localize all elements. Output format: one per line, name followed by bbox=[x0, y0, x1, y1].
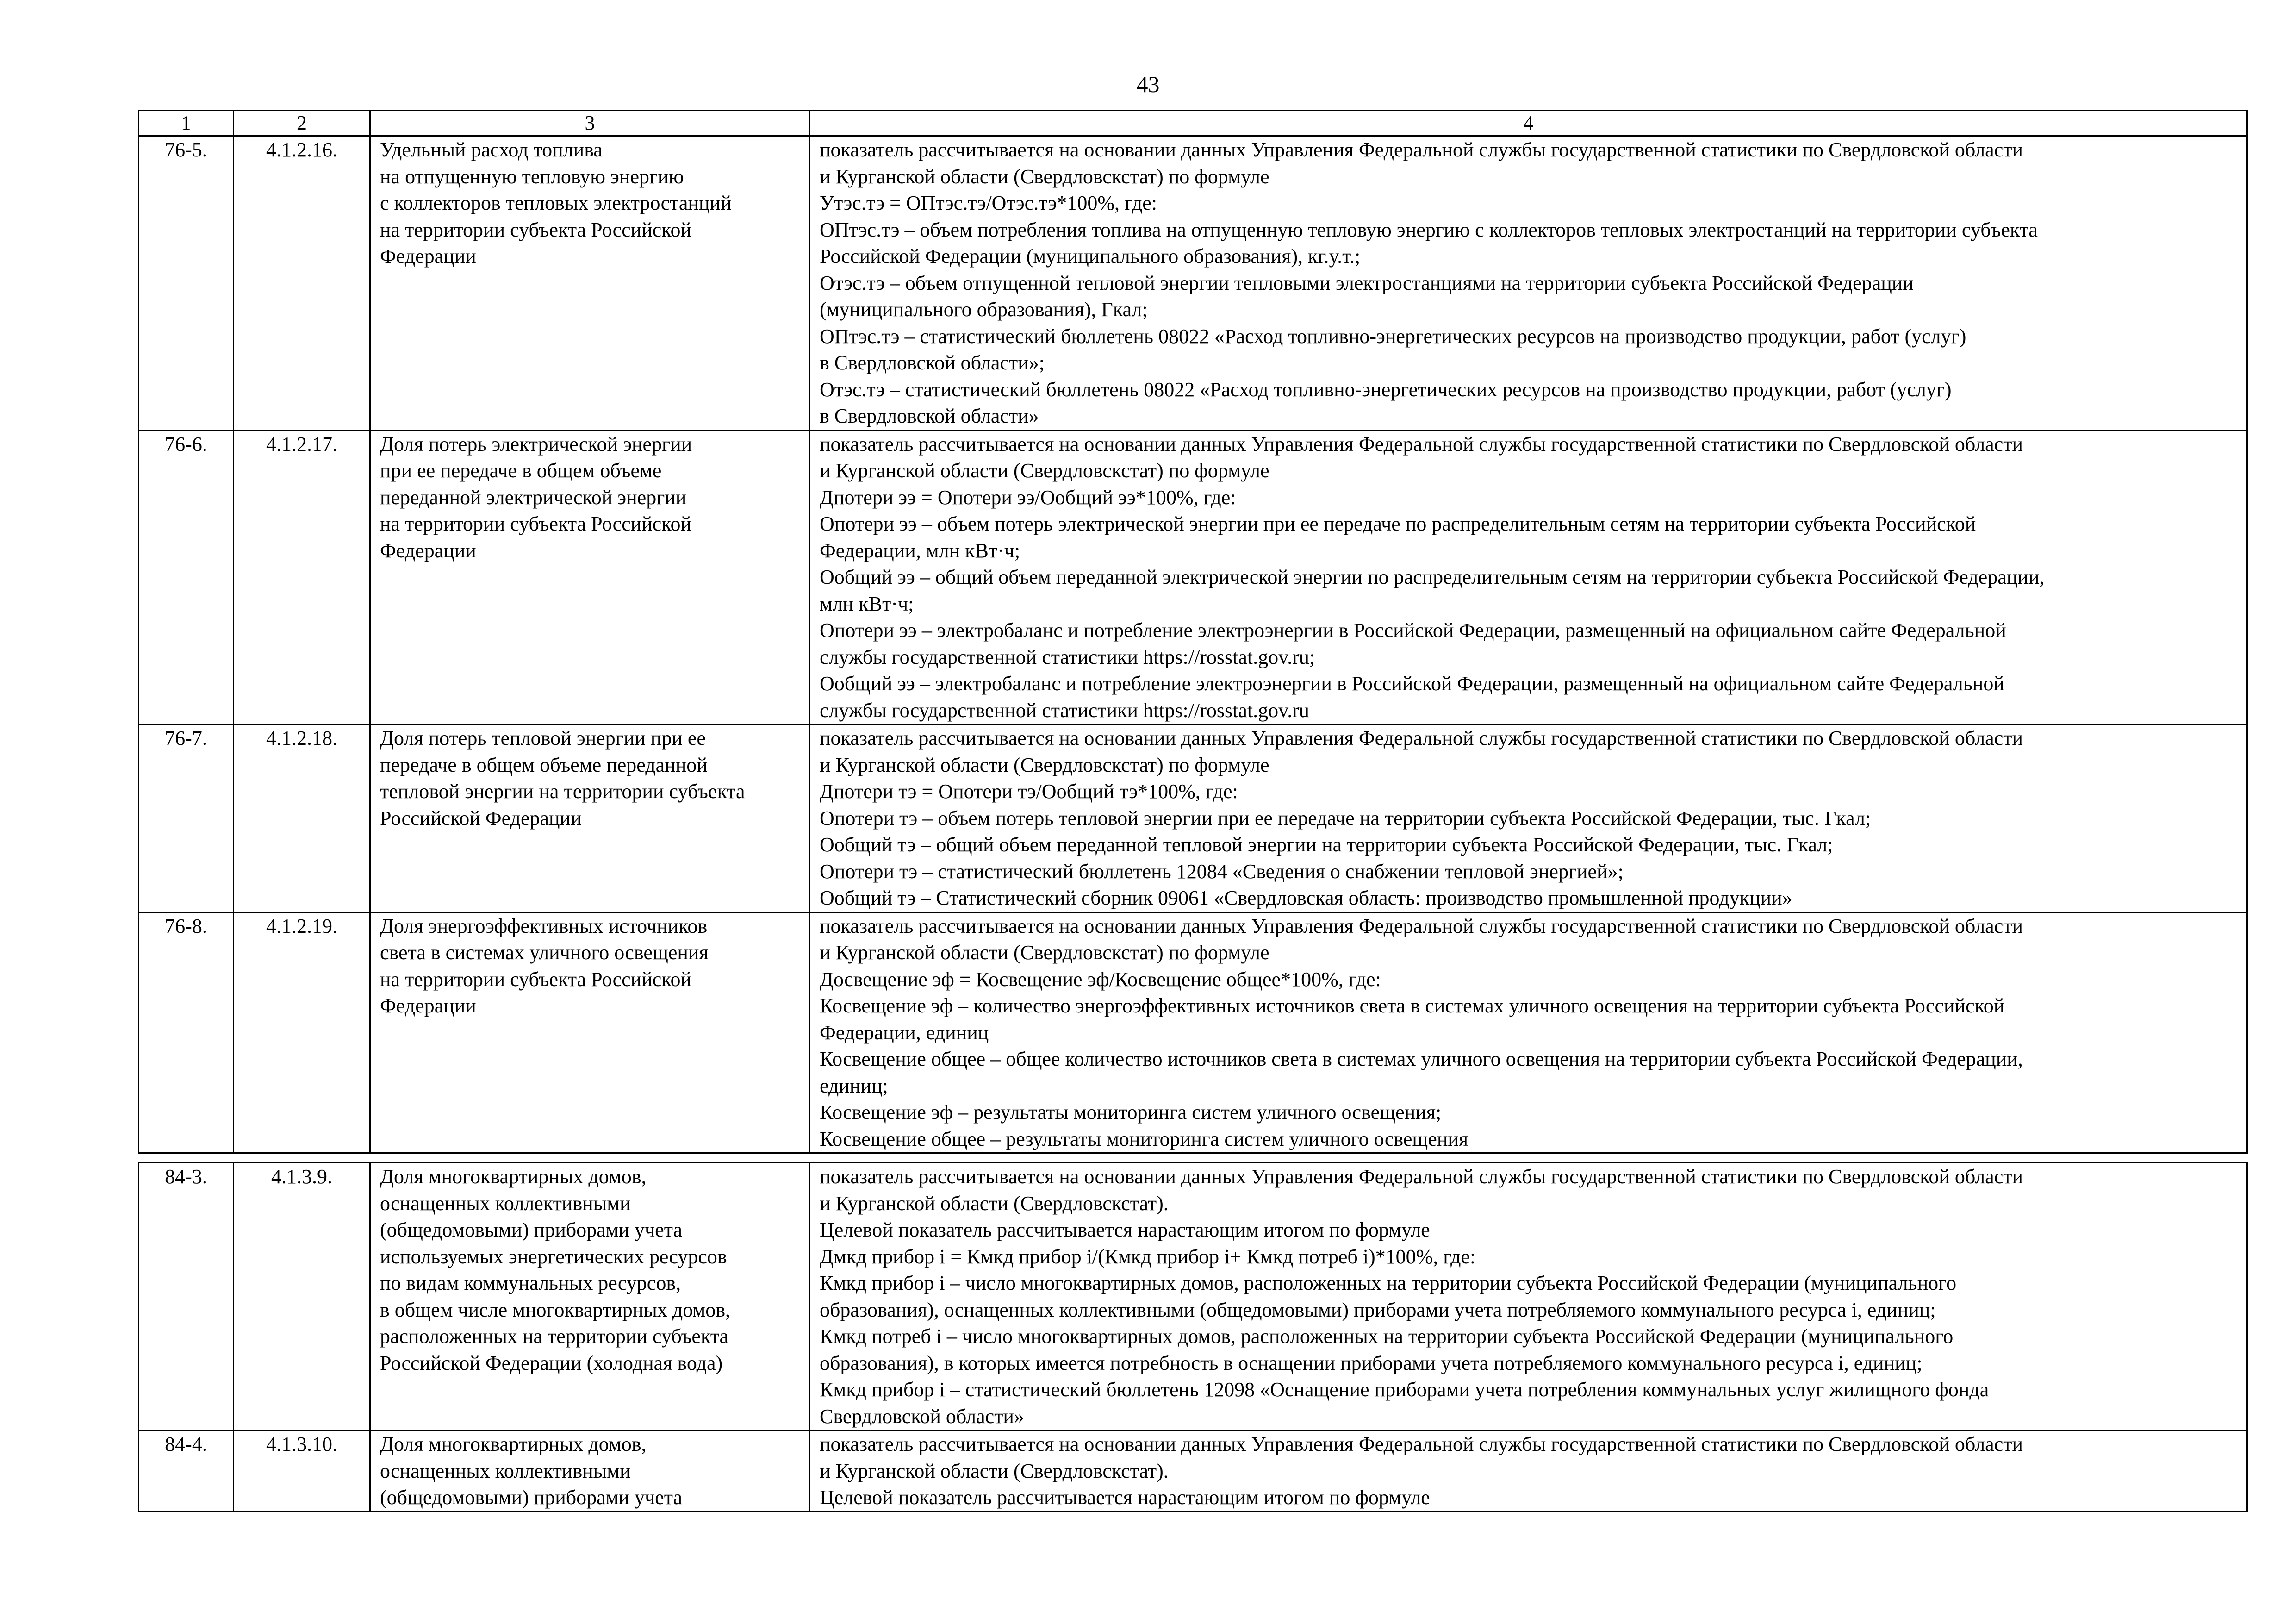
column-number-3: 3 bbox=[370, 111, 810, 136]
indicator-code-cell: 4.1.3.10. bbox=[234, 1430, 370, 1512]
calculation-method-cell bbox=[810, 430, 2247, 725]
indicator-name-line: Федерации bbox=[380, 245, 476, 268]
indicator-name-line: Удельный расход топлива bbox=[380, 138, 603, 161]
calculation-method-line: ОПтэс.тэ – объем потребления топлива на отпущенную тепловую энергию с коллекторов тепловых электростанций на территории субъекта bbox=[820, 218, 2038, 241]
calculation-method-line: Отэс.тэ – статистический бюллетень 08022 «Расход топливно-энергетических ресурсов на производство продукции, работ (услуг) bbox=[820, 378, 1952, 401]
calculation-method-line: млн кВт·ч; bbox=[820, 592, 914, 615]
calculation-method-line: Кмкд потреб i – число многоквартирных домов, расположенных на территории субъекта Российской Федерации (муниципального bbox=[820, 1325, 1954, 1348]
calculation-method-line: показатель рассчитывается на основании данных Управления Федеральной службы государственной статистики по Свердловской области bbox=[820, 138, 2023, 161]
calculation-method-line: показатель рассчитывается на основании данных Управления Федеральной службы государственной статистики по Свердловской области bbox=[820, 727, 2023, 750]
calculation-method-cell bbox=[810, 912, 2247, 1153]
indicator-name-line: при ее передаче в общем объеме bbox=[380, 459, 662, 482]
calculation-method-line: и Курганской области (Свердловскстат) по формуле bbox=[820, 459, 1269, 482]
indicator-name-line: Доля потерь электрической энергии bbox=[380, 432, 692, 456]
calculation-method-line: Косвещение общее – результаты мониторинга систем уличного освещения bbox=[820, 1127, 1468, 1150]
calculation-method-line: Ообщий ээ – общий объем переданной электрической энергии по распределительным сетям на территории субъекта Российской Федерации, bbox=[820, 566, 2045, 588]
calculation-method-line: Дпотери тэ = Опотери тэ/Ообщий тэ*100%, где: bbox=[820, 780, 1238, 803]
calculation-method-line: и Курганской области (Свердловскстат) по формуле bbox=[820, 941, 1269, 964]
calculation-method-cell bbox=[810, 725, 2247, 912]
calculation-method-cell bbox=[810, 136, 2247, 431]
calculation-method-line: Кмкд прибор i – число многоквартирных домов, расположенных на территории субъекта Российской Федерации (муниципального bbox=[820, 1272, 1957, 1294]
table-row bbox=[139, 430, 2247, 725]
row-number-cell: 84-3. bbox=[139, 1163, 234, 1430]
indicator-name-cell bbox=[370, 912, 810, 1153]
indicator-name-line: на отпущенную тепловую энергию bbox=[380, 165, 684, 188]
calculation-method-line: и Курганской области (Свердловскстат) по формуле bbox=[820, 165, 1269, 188]
indicator-table-upper bbox=[138, 110, 2248, 1154]
calculation-method-line: Федерации, единиц bbox=[820, 1021, 989, 1044]
indicator-name-cell bbox=[370, 136, 810, 431]
calculation-method-line: Косвещение эф – результаты мониторинга систем уличного освещения; bbox=[820, 1101, 1442, 1124]
calculation-method-cell bbox=[810, 1163, 2247, 1430]
indicator-name-line: в общем числе многоквартирных домов, bbox=[380, 1298, 731, 1321]
indicator-name-line: (общедомовыми) приборами учета bbox=[380, 1486, 682, 1509]
calculation-method-line: Ообщий тэ – Статистический сборник 09061 «Свердловская область: производство промышленной продукции» bbox=[820, 887, 1792, 909]
indicator-name-line: на территории субъекта Российской bbox=[380, 512, 691, 535]
calculation-method-line: службы государственной статистики https://rosstat.gov.ru; bbox=[820, 645, 1315, 668]
indicator-name-line: Российской Федерации bbox=[380, 806, 582, 830]
indicator-name-line: с коллекторов тепловых электростанций bbox=[380, 192, 732, 214]
calculation-method-line: Российской Федерации (муниципального образования), кг.у.т.; bbox=[820, 245, 1361, 268]
table-row bbox=[139, 136, 2247, 431]
indicator-name-cell bbox=[370, 1430, 810, 1512]
indicator-name-cell bbox=[370, 1163, 810, 1430]
indicator-name-line: Федерации bbox=[380, 539, 476, 562]
calculation-method-line: Целевой показатель рассчитывается нарастающим итогом по формуле bbox=[820, 1486, 1430, 1509]
row-number-cell: 76-7. bbox=[139, 725, 234, 912]
calculation-method-cell bbox=[810, 1430, 2247, 1512]
calculation-method-line: Утэс.тэ = ОПтэс.тэ/Отэс.тэ*100%, где: bbox=[820, 192, 1157, 214]
row-number-cell: 76-8. bbox=[139, 912, 234, 1153]
page-number: 43 bbox=[1136, 71, 1160, 97]
indicator-name-line: используемых энергетических ресурсов bbox=[380, 1245, 727, 1268]
calculation-method-line: Ообщий ээ – электробаланс и потребление электроэнергии в Российской Федерации, размещенный на официальном сайте Федеральной bbox=[820, 672, 2004, 695]
calculation-method-line: Опотери ээ – электробаланс и потребление электроэнергии в Российской Федерации, размещенный на официальном сайте Федеральной bbox=[820, 619, 2006, 642]
row-number-cell: 76-6. bbox=[139, 430, 234, 725]
indicator-name-line: оснащенных коллективными bbox=[380, 1459, 631, 1482]
calculation-method-line: Дмкд прибор i = Кмкд прибор i/(Кмкд прибор i+ Кмкд потреб i)*100%, где: bbox=[820, 1245, 1476, 1268]
calculation-method-line: Досвещение эф = Косвещение эф/Косвещение общее*100%, где: bbox=[820, 968, 1381, 991]
calculation-method-line: показатель рассчитывается на основании данных Управления Федеральной службы государственной статистики по Свердловской области bbox=[820, 432, 2023, 456]
indicator-code-cell: 4.1.2.17. bbox=[234, 430, 370, 725]
calculation-method-line: показатель рассчитывается на основании данных Управления Федеральной службы государственной статистики по Свердловской области bbox=[820, 914, 2023, 937]
indicator-name-line: на территории субъекта Российской bbox=[380, 218, 691, 241]
indicator-table-lower bbox=[138, 1162, 2248, 1512]
table-row bbox=[139, 1430, 2247, 1512]
calculation-method-line: службы государственной статистики https://rosstat.gov.ru bbox=[820, 699, 1309, 722]
indicator-code-cell: 4.1.3.9. bbox=[234, 1163, 370, 1430]
indicator-name-line: Доля многоквартирных домов, bbox=[380, 1165, 647, 1188]
indicator-name-line: (общедомовыми) приборами учета bbox=[380, 1218, 682, 1241]
indicator-name-line: по видам коммунальных ресурсов, bbox=[380, 1272, 681, 1294]
row-number-cell: 76-5. bbox=[139, 136, 234, 431]
calculation-method-line: Опотери тэ – статистический бюллетень 12084 «Сведения о снабжении тепловой энергией»; bbox=[820, 860, 1624, 883]
calculation-method-line: Опотери ээ – объем потерь электрической энергии при ее передаче по распределительным сетям на территории субъекта Российской bbox=[820, 512, 1976, 535]
indicator-name-cell bbox=[370, 725, 810, 912]
column-number-1: 1 bbox=[139, 111, 234, 136]
calculation-method-line: единиц; bbox=[820, 1074, 888, 1097]
indicator-name-line: тепловой энергии на территории субъекта bbox=[380, 780, 745, 803]
column-number-header-row bbox=[139, 111, 2247, 136]
calculation-method-line: и Курганской области (Свердловскстат). bbox=[820, 1192, 1169, 1215]
calculation-method-line: Федерации, млн кВт·ч; bbox=[820, 539, 1020, 562]
calculation-method-line: Ообщий тэ – общий объем переданной тепловой энергии на территории субъекта Российской Федерации, тыс. Гкал; bbox=[820, 833, 1833, 856]
indicator-code-cell: 4.1.2.18. bbox=[234, 725, 370, 912]
indicator-name-line: переданной электрической энергии bbox=[380, 486, 687, 509]
calculation-method-line: Кмкд прибор i – статистический бюллетень 12098 «Оснащение приборами учета потребления коммунальных услуг жилищного фонда bbox=[820, 1378, 1989, 1401]
column-number-4: 4 bbox=[810, 111, 2247, 136]
indicator-name-line: Доля энергоэффективных источников bbox=[380, 914, 708, 937]
indicator-name-line: Российской Федерации (холодная вода) bbox=[380, 1351, 723, 1374]
calculation-method-line: Отэс.тэ – объем отпущенной тепловой энергии тепловыми электростанциями на территории субъекта Российской Федерации bbox=[820, 271, 1914, 294]
calculation-method-line: образования), в которых имеется потребность в оснащении приборами учета потребляемого коммунального ресурса i, единиц; bbox=[820, 1351, 1923, 1374]
indicator-name-line: Федерации bbox=[380, 994, 476, 1017]
calculation-method-line: Косвещение общее – общее количество источников света в системах уличного освещения на территории субъекта Российской Федерации, bbox=[820, 1048, 2023, 1070]
calculation-method-line: и Курганской области (Свердловскстат). bbox=[820, 1459, 1169, 1482]
indicator-name-cell bbox=[370, 430, 810, 725]
table-row bbox=[139, 725, 2247, 912]
indicator-name-line: оснащенных коллективными bbox=[380, 1192, 631, 1215]
calculation-method-line: Опотери тэ – объем потерь тепловой энергии при ее передаче на территории субъекта Российской Федерации, тыс. Гкал; bbox=[820, 806, 1871, 830]
calculation-method-line: в Свердловской области» bbox=[820, 405, 1039, 427]
indicator-name-line: передаче в общем объеме переданной bbox=[380, 753, 708, 776]
calculation-method-line: показатель рассчитывается на основании данных Управления Федеральной службы государственной статистики по Свердловской области bbox=[820, 1165, 2023, 1188]
calculation-method-line: показатель рассчитывается на основании данных Управления Федеральной службы государственной статистики по Свердловской области bbox=[820, 1433, 2023, 1455]
calculation-method-line: и Курганской области (Свердловскстат) по формуле bbox=[820, 753, 1269, 776]
calculation-method-line: Дпотери ээ = Опотери ээ/Ообщий ээ*100%, где: bbox=[820, 486, 1236, 509]
indicator-name-line: Доля многоквартирных домов, bbox=[380, 1433, 647, 1455]
calculation-method-line: образования), оснащенных коллективными (общедомовыми) приборами учета потребляемого коммунального ресурса i, единиц; bbox=[820, 1298, 1936, 1321]
table-row bbox=[139, 1163, 2247, 1430]
calculation-method-line: в Свердловской области»; bbox=[820, 351, 1045, 374]
indicator-code-cell: 4.1.2.19. bbox=[234, 912, 370, 1153]
calculation-method-line: (муниципального образования), Гкал; bbox=[820, 298, 1148, 321]
calculation-method-line: ОПтэс.тэ – статистический бюллетень 08022 «Расход топливно-энергетических ресурсов на производство продукции, работ (услуг) bbox=[820, 325, 1966, 348]
calculation-method-line: Целевой показатель рассчитывается нарастающим итогом по формуле bbox=[820, 1218, 1430, 1241]
indicator-name-line: Доля потерь тепловой энергии при ее bbox=[380, 727, 706, 750]
column-number-2: 2 bbox=[234, 111, 370, 136]
indicator-name-line: расположенных на территории субъекта bbox=[380, 1325, 729, 1348]
calculation-method-line: Свердловской области» bbox=[820, 1405, 1024, 1428]
row-number-cell: 84-4. bbox=[139, 1430, 234, 1512]
indicator-name-line: света в системах уличного освещения bbox=[380, 941, 709, 964]
calculation-method-line: Косвещение эф – количество энергоэффективных источников света в системах уличного освещения на территории субъекта Российской bbox=[820, 994, 2005, 1017]
table-row bbox=[139, 912, 2247, 1153]
indicator-name-line: на территории субъекта Российской bbox=[380, 968, 691, 991]
indicator-code-cell: 4.1.2.16. bbox=[234, 136, 370, 431]
